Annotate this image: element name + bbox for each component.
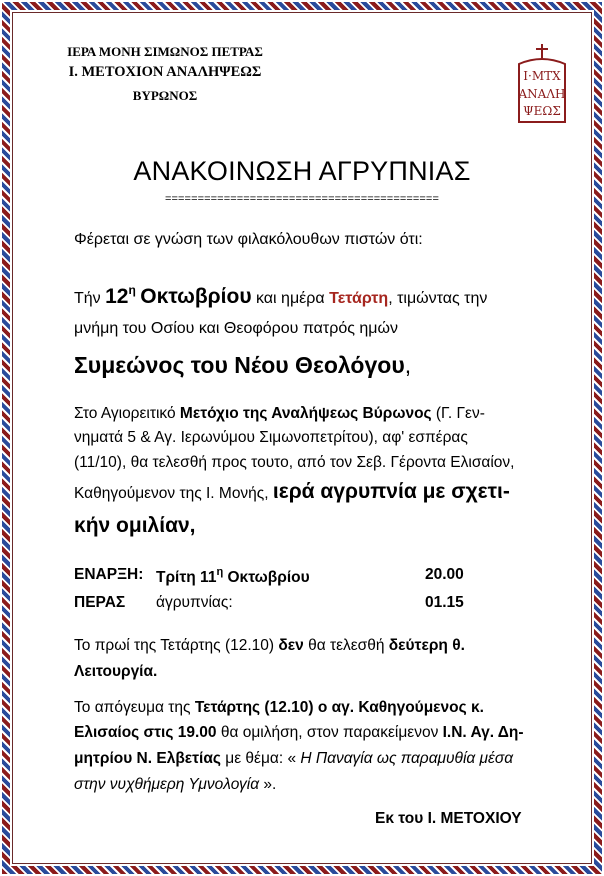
start-month: Οκτωβρίου bbox=[223, 569, 310, 586]
signature: Εκ του Ι. ΜΕΤΟΧΙΟΥ bbox=[375, 810, 522, 827]
para1-text: Στο Αγιορειτικό bbox=[74, 405, 180, 422]
start-time: 20.00 bbox=[425, 566, 464, 583]
start-date bbox=[156, 566, 310, 587]
para1-line2: νηματά 5 & Αγ. Ιερωνύμου Σιμωνοπετρίτου), αφ' εσπέρας bbox=[74, 429, 468, 446]
para2-text-a: Το πρωί της Τετάρτης (12.10) bbox=[74, 637, 279, 654]
para3-line3 bbox=[74, 750, 513, 768]
announcement-title: ΑΝΑΚΟΙΝΩΣΗ ΑΓΡΥΠΝΙΑΣ bbox=[133, 156, 471, 186]
feast-prefix: Τήν bbox=[74, 290, 101, 307]
feast-memory-line: μνήμη του Οσίου και Θεοφόρου πατρός ημών bbox=[74, 320, 398, 337]
para1-abbot-text: Καθηγούμενον της Ι. Μονής, bbox=[74, 485, 273, 502]
start-day-sup: η bbox=[216, 566, 224, 578]
para3-text-c: με θέμα: « bbox=[220, 750, 301, 767]
end-description: άγρυπνίας: bbox=[156, 594, 233, 611]
para2-line1 bbox=[74, 637, 465, 655]
para3-topic-a: Η Παναγία ως παραμυθία μέσα bbox=[300, 750, 514, 767]
para3-bold-a: Τετάρτης (12.10) ο αγ. Καθηγούμενος κ. bbox=[194, 699, 484, 716]
logo-text-1: Ι·ΜΤΧ bbox=[523, 69, 561, 83]
end-time: 01.15 bbox=[425, 594, 464, 611]
saint-name-line bbox=[74, 352, 411, 379]
para3-topic-b: στην νυχθήμερη Υμνολογία bbox=[74, 776, 260, 793]
para2-no: δεν bbox=[278, 637, 304, 654]
para3-bold-b: Ελισαίος στις 19.00 bbox=[74, 724, 217, 741]
logo-text-3: ΨΕΩΣ bbox=[523, 104, 561, 118]
feast-weekday: Τετάρτη bbox=[329, 290, 389, 307]
para1-line1 bbox=[74, 405, 485, 423]
para2-line2: Λειτουργία. bbox=[74, 663, 158, 680]
para3-topic-close: ». bbox=[259, 776, 277, 793]
end-label: ΠΕΡΑΣ bbox=[74, 594, 126, 611]
saint-suffix: , bbox=[404, 352, 412, 378]
location-name: ΒΥΡΩΝΟΣ bbox=[132, 88, 198, 103]
para3-bold-d: μητρίου Ν. Ελβετίας bbox=[74, 750, 221, 767]
feast-suffix: , τιμώντας την bbox=[388, 290, 488, 307]
vigil-bold: ιερά αγρυπνία με σχετι- bbox=[272, 480, 510, 503]
para1-address-start: (Γ. Γεν- bbox=[431, 405, 485, 422]
feast-line bbox=[74, 283, 487, 309]
vigil-bold-cont: κήν ομιλίαν, bbox=[74, 514, 196, 537]
para2-second-liturgy: δεύτερη θ. bbox=[388, 637, 465, 654]
feast-mid: και ημέρα bbox=[256, 290, 325, 307]
feast-day: 12 bbox=[105, 285, 129, 308]
metochion-logo bbox=[509, 44, 575, 126]
para1-line4 bbox=[74, 480, 510, 504]
para3-line2 bbox=[74, 724, 524, 742]
para1-line3: (11/10), θα τελεσθή προς τουτο, από τον Σεβ. Γέροντα Ελισαίον, bbox=[74, 454, 515, 471]
start-label: ΕΝΑΡΞΗ: bbox=[74, 566, 144, 583]
start-day: Τρίτη 11 bbox=[156, 569, 217, 586]
feast-month: Οκτωβρίου bbox=[140, 285, 252, 308]
logo-text-2: ΑΝΑΛΗ bbox=[518, 87, 566, 101]
saint-name: Συμεώνος του Νέου Θεολόγου bbox=[74, 352, 405, 378]
cross-emblem-icon bbox=[509, 44, 575, 126]
para3-bold-c: Ι.Ν. Αγ. Δη- bbox=[442, 724, 524, 741]
title-separator: ========================================== bbox=[164, 193, 439, 205]
monastery-name: ΙΕΡΑ ΜΟΝΗ ΣΙΜΩΝΟΣ ΠΕΤΡΑΣ bbox=[67, 44, 263, 59]
metochion-name: Ι. ΜΕΤΟΧΙΟΝ ΑΝΑΛΗΨΕΩΣ bbox=[68, 64, 262, 80]
para3-line4 bbox=[74, 776, 276, 794]
para3-text-a: Το απόγευμα της bbox=[74, 699, 195, 716]
para3-line1 bbox=[74, 699, 484, 717]
feast-day-sup: η bbox=[128, 283, 136, 297]
para3-text-b: θα ομιλήση, στον παρακείμενον bbox=[216, 724, 443, 741]
intro-line: Φέρεται σε γνώση των φιλακόλουθων πιστών ότι: bbox=[74, 231, 423, 248]
para2-text-b: θα τελεσθή bbox=[303, 637, 389, 654]
metochion-bold: Μετόχιο της Αναλήψεως Βύρωνος bbox=[179, 405, 432, 422]
para1-line5 bbox=[74, 514, 196, 538]
